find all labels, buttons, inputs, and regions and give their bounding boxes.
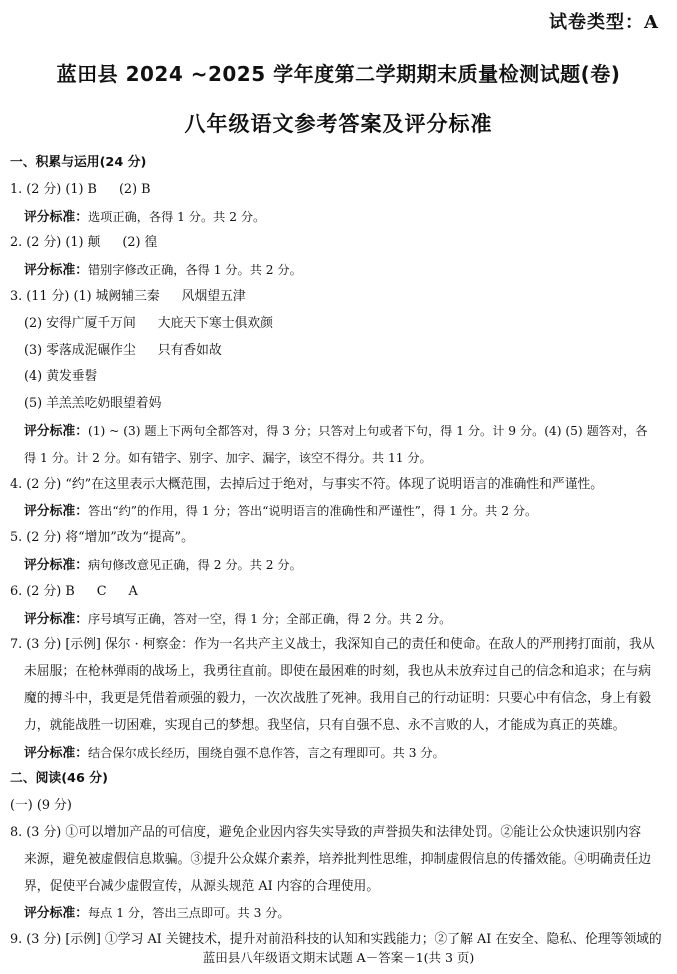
- q3-line-2: (2) 安得广厦千万间: [24, 315, 136, 331]
- criterion-text: 结合保尔成长经历，围绕自强不息作答，言之有理即可。共 3 分。: [87, 745, 445, 760]
- q1-answer-part-2: (2) B: [118, 181, 151, 197]
- question-3-answer-line: (5) 羊羔羔吃奶眼望着妈: [24, 396, 162, 412]
- paper-type-label: 试卷类型：A: [549, 12, 659, 33]
- q3-line-3b: 只有香如故: [157, 342, 222, 358]
- question-3-answer-line: [10, 311, 670, 338]
- criterion-label: 评分标准：: [24, 423, 88, 439]
- question-4-answer: 4. (2 分) “约”在这里表示大概范围，去掉后过于绝对，与事实不符。体现了说明语言的准确性和严谨性。: [10, 476, 604, 492]
- q6-answer-part-2: C: [96, 583, 107, 599]
- criterion-label: 评分标准：: [24, 263, 88, 279]
- question-7-answer-line: 7. (3 分) [示例] 保尔 · 柯察金：作为一名共产主义战士，我深知自己的责任和使命。在敌人的严刑拷打面前，我从: [10, 637, 655, 653]
- criterion-label: 评分标准：: [24, 906, 88, 922]
- criterion-text: 病句修改意见正确，得 2 分。共 2 分。: [87, 557, 302, 572]
- question-1-answer: [10, 177, 670, 204]
- question-7-answer-line: 力，就能战胜一切困难，实现自己的梦想。我坚信，只有自强不息、永不言败的人，才能成为真正的英雄。: [24, 717, 626, 733]
- question-7-answer-line: 未屈服；在枪林弹雨的战场上，我勇往直前。即使在最困难的时刻，我也从未放弃过自己的信念和追求；在与病: [24, 664, 652, 680]
- question-3-answer-line: (4) 黄发垂髫: [24, 369, 98, 385]
- criterion-text: 选项正确，各得 1 分。共 2 分。: [87, 209, 266, 224]
- answer-key-subtitle: 八年级语文参考答案及评分标准: [184, 112, 493, 136]
- criterion-label: 评分标准：: [24, 745, 88, 761]
- criterion-label: 评分标准：: [24, 557, 88, 573]
- question-7-answer-line: 魔的搏斗中，我更是凭借着顽强的毅力，一次次战胜了死神。我用自己的行动证明：只要心中有信念，身上有毅: [24, 690, 652, 706]
- question-3-criterion: [10, 418, 670, 445]
- question-3-criterion-continued: 得 1 分。计 2 分。如有错字、别字、加字、漏字，该空不得分。共 11 分。: [24, 450, 432, 465]
- page-footer: 蓝田县八年级语文期末试题 A－答案－1(共 3 页): [202, 950, 475, 965]
- question-8-criterion: [10, 900, 670, 927]
- criterion-label: 评分标准：: [24, 611, 88, 627]
- question-5-answer: 5. (2 分) 将“增加”改为“提高”。: [10, 530, 194, 546]
- subsection-heading: (一) (9 分): [10, 798, 72, 814]
- section-heading: 二、阅读(46 分): [10, 771, 108, 787]
- q2-answer-part-2: (2) 徨: [122, 235, 158, 251]
- question-8-answer-line: 界，促使平台减少虚假宣传，从源头规范 AI 内容的合理使用。: [24, 878, 380, 894]
- q2-answer-part-1: 2. (2 分) (1) 颠: [10, 235, 101, 251]
- section-heading: 一、积累与运用(24 分): [10, 155, 147, 170]
- question-2-criterion: [10, 257, 670, 284]
- q3-line-1: 3. (11 分) (1) 城阙辅三秦: [10, 288, 160, 304]
- q3-line-2b: 大庇天下寒士俱欢颜: [157, 315, 273, 331]
- question-1-criterion: [10, 204, 670, 231]
- question-6-answer: [10, 579, 670, 606]
- exam-title: 蓝田县 2024 ~2025 学年度第二学期期末质量检测试题(卷): [56, 62, 621, 86]
- criterion-label: 评分标准：: [24, 209, 88, 225]
- criterion-text: 答出“约”的作用，得 1 分；答出“说明语言的准确性和严谨性”，得 1 分。共 2 分。: [87, 504, 538, 519]
- question-4-criterion: [10, 498, 670, 525]
- answer-key-body: [10, 150, 670, 954]
- q1-answer-part-1: 1. (2 分) (1) B: [10, 181, 97, 197]
- question-3-answer-line: [10, 338, 670, 365]
- q6-answer-part-1: 6. (2 分) B: [10, 583, 75, 599]
- question-3-answer-line: [10, 284, 670, 311]
- q3-line-1b: 风烟望五津: [181, 288, 246, 304]
- criterion-text: 序号填写正确，答对一空，得 1 分；全部正确，得 2 分。共 2 分。: [87, 611, 452, 626]
- q3-line-3: (3) 零落成泥碾作尘: [24, 342, 136, 358]
- criterion-text: 错别字修改正确，各得 1 分。共 2 分。: [87, 263, 302, 278]
- question-2-answer: [10, 230, 670, 257]
- criterion-text: (1) ~ (3) 题上下两句全都答对，得 3 分；只答对上句或者下句，得 1 分。计 9 分。(4) (5) 题答对，各: [87, 423, 648, 438]
- question-7-criterion: [10, 740, 670, 767]
- question-8-answer-line: 来源，避免被虚假信息欺骗。③提升公众媒介素养，培养批判性思维，抑制虚假信息的传播效能。④明确责任边: [24, 851, 652, 867]
- question-5-criterion: [10, 552, 670, 579]
- criterion-text: 每点 1 分，答出三点即可。共 3 分。: [87, 906, 290, 921]
- question-9-answer-line: 9. (3 分) [示例] ①学习 AI 关键技术，提升对前沿科技的认知和实践能力；②了解 AI 在安全、隐私、伦理等领域的: [10, 932, 662, 948]
- criterion-label: 评分标准：: [24, 504, 88, 520]
- q6-answer-part-3: A: [128, 583, 138, 599]
- question-8-answer-line: 8. (3 分) ①可以增加产品的可信度，避免企业因内容失实导致的声誉损失和法律处罚。②能让公众快速识别内容: [10, 824, 642, 840]
- question-6-criterion: [10, 606, 670, 633]
